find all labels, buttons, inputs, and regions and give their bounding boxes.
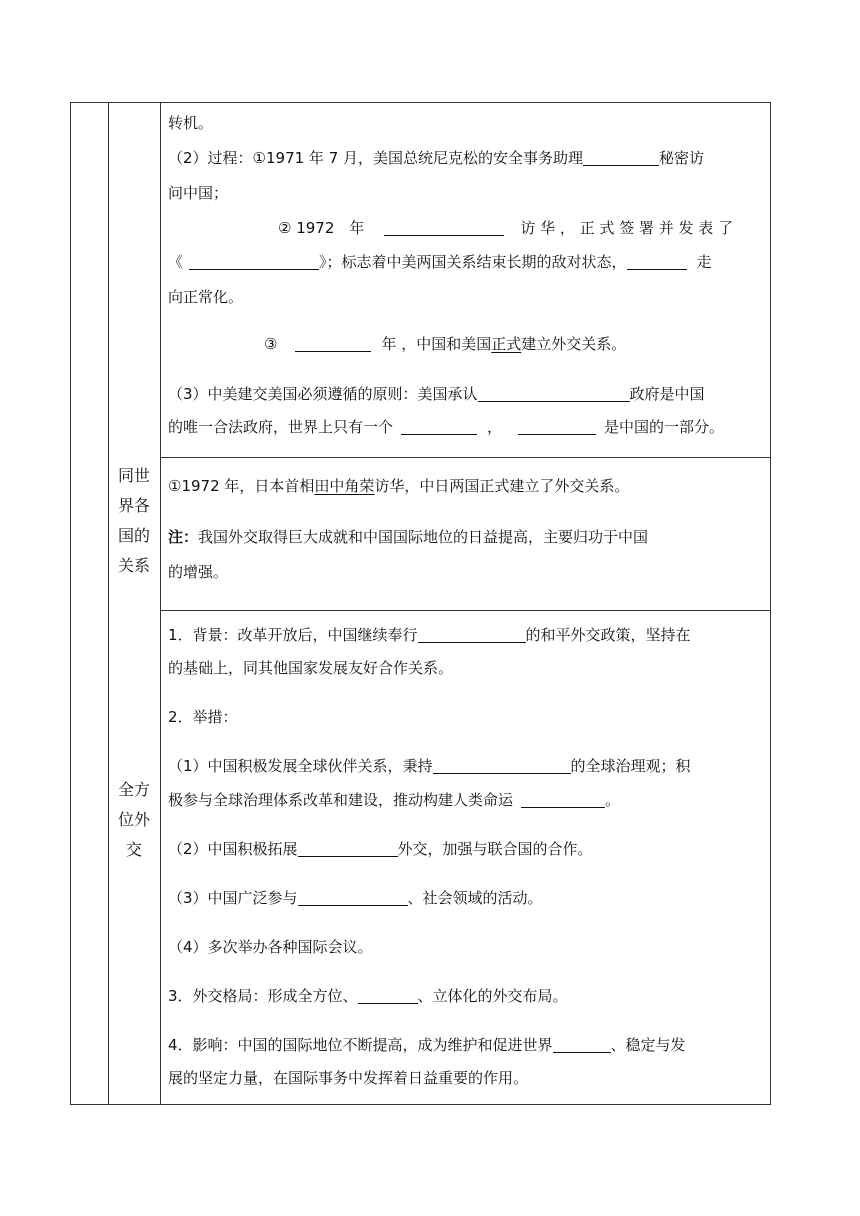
fill-blank[interactable] [295,333,371,352]
row3-line7: （3）中国广泛参与 、社会领域的活动。 [168,889,543,907]
fill-blank[interactable] [298,838,398,857]
row1-line2: （2）过程：①1971 年 7 月，美国总统尼克松的安全事务助理 秘密访 [168,149,705,167]
fill-blank[interactable] [521,789,605,808]
row3-line9: 3．外交格局：形成全方位、 、立体化的外交布局。 [168,987,568,1005]
row3-label: 全方 位外 交 [117,780,150,859]
row1-content [168,103,764,457]
row1-line6: 向正常化。 [168,288,244,306]
row2-line1: ①1972 年，日本首相田中角荣访华，中日两国正式建立了外交关系。 [168,477,630,495]
fill-blank[interactable] [478,383,630,402]
column-divider-1 [108,103,109,1104]
fill-blank[interactable] [627,251,687,270]
fill-blank[interactable] [433,755,571,774]
row3-line4: （1）中国积极发展全球伙伴关系，秉持 的全球治理观；积 [168,757,691,775]
fill-blank[interactable] [189,251,319,270]
row3-line1: 1．背景：改革开放后，中国继续奉行 的和平外交政策，坚持在 [168,626,691,644]
row2-content [168,457,764,610]
fill-blank[interactable] [583,147,659,166]
row3-content [168,610,764,1106]
row2-label: 同世 界各 国的 关系 [117,466,150,575]
row1-line9: 的唯一合法政府，世界上只有一个 ， 是中国的一部分。 [168,418,725,436]
fill-blank[interactable] [401,416,477,435]
fill-blank[interactable] [298,887,408,906]
row3-line2: 的基础上，同其他国家发展友好合作关系。 [168,659,454,677]
row1-line4: ② 1972 年 访 华 ， 正 式 签 署 并 发 表 了 [278,219,734,237]
column-divider-2 [160,103,161,1104]
row1-line5: 《 》；标志着中美两国关系结束长期的敌对状态， 走 [168,253,712,271]
fill-blank[interactable] [553,1034,611,1053]
row1-line8: （3）中美建交美国必须遵循的原则：美国承认 政府是中国 [168,385,705,403]
row3-line6: （2）中国积极拓展 外交，加强与联合国的合作。 [168,840,593,858]
fill-blank[interactable] [518,416,596,435]
fill-blank[interactable] [384,217,504,236]
row3-line11: 展的坚定力量，在国际事务中发挥着日益重要的作用。 [168,1069,529,1087]
fill-blank[interactable] [358,985,418,1004]
row2-line3: 的增强。 [168,563,229,581]
fill-blank[interactable] [418,624,526,643]
row3-line8: （4）多次举办各种国际会议。 [168,938,373,956]
row2-line2: 注：我国外交取得巨大成就和中国国际地位的日益提高，主要归功于中国 [168,528,649,546]
notes-table [70,102,771,1105]
row1-line1: 转机。 [168,114,214,132]
row3-line10: 4．影响：中国的国际地位不断提高，成为维护和促进世界 、稳定与发 [168,1036,686,1054]
row3-line3: 2．举措： [168,708,238,726]
row3-line5: 极参与全球治理体系改革和建设，推动构建人类命运 。 [168,791,621,809]
row1-line3: 问中国； [168,184,229,202]
row1-line7: ③ 年 ，中国和美国正式建立外交关系。 [264,335,627,353]
